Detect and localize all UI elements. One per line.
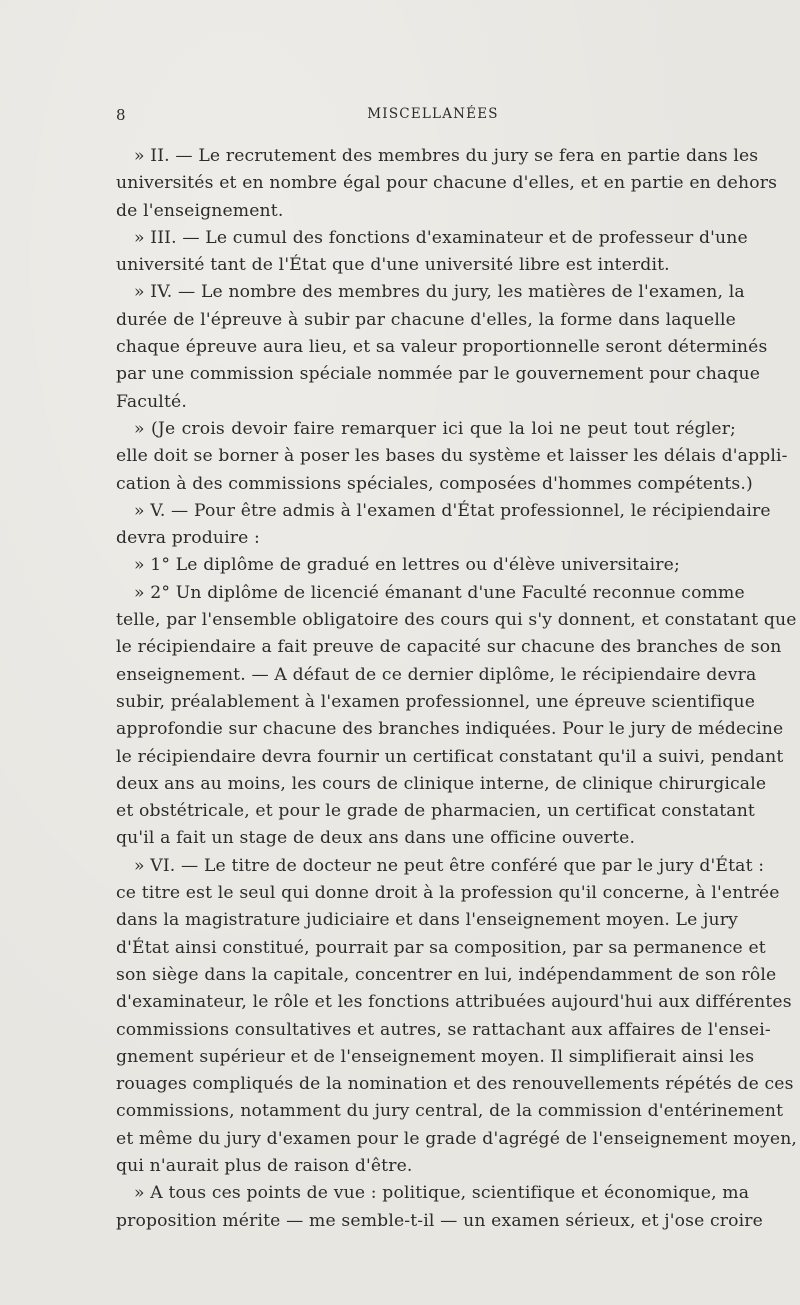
text-line: et obstétricale, et pour le grade de pharmacien, un certificat constatant xyxy=(116,801,755,822)
text-line: elle doit se borner à poser les bases du système et laisser les délais d'appli- xyxy=(116,446,788,467)
text-line: universités et en nombre égal pour chacune d'elles, et en partie en dehors xyxy=(116,173,778,194)
paragraph-conclusion xyxy=(116,1180,763,1235)
text-line: le récipiendaire devra fournir un certificat constatant qu'il a suivi, pendant xyxy=(116,746,784,767)
text-line: d'État ainsi constitué, pourrait par sa composition, par sa permanence et xyxy=(116,937,766,958)
text-line: et même du jury d'examen pour le grade d'agrégé de l'enseignement moyen, xyxy=(116,1128,798,1149)
text-line: de l'enseignement. xyxy=(116,200,284,221)
text-line: subir, préalablement à l'examen professionnel, une épreuve scientifique xyxy=(116,691,756,712)
text-line: qui n'aurait plus de raison d'être. xyxy=(116,1155,413,1176)
text-line: qu'il a fait un stage de deux ans dans une officine ouverte. xyxy=(116,828,636,849)
text-line: » A tous ces points de vue : politique, scientifique et économique, ma xyxy=(134,1183,750,1204)
text-line: devra produire : xyxy=(116,528,260,549)
text-line: Faculté. xyxy=(116,391,187,412)
paragraph-item-1 xyxy=(116,552,736,579)
paragraph-article-4 xyxy=(116,279,768,415)
text-line: enseignement. — A défaut de ce dernier diplôme, le récipiendaire devra xyxy=(116,664,757,685)
page-number: 8 xyxy=(116,106,127,124)
text-line: d'examinateur, le rôle et les fonctions attribuées aujourd'hui aux différentes xyxy=(116,992,792,1013)
text-line: ce titre est le seul qui donne droit à la profession qu'il concerne, à l'entrée xyxy=(116,883,780,904)
text-line: cation à des commissions spéciales, composées d'hommes compétents.) xyxy=(116,473,753,494)
running-title: MISCELLANÉES xyxy=(367,106,499,122)
text-line: deux ans au moins, les cours de clinique interne, de clinique chirurgicale xyxy=(116,773,767,794)
text-line: commissions consultatives et autres, se rattachant aux affaires de l'ensei- xyxy=(116,1019,771,1040)
text-line: dans la magistrature judiciaire et dans l'enseignement moyen. Le jury xyxy=(116,910,738,931)
text-line: gnement supérieur et de l'enseignement moyen. Il simplifierait ainsi les xyxy=(116,1046,755,1067)
running-header xyxy=(116,106,736,128)
paragraph-article-5 xyxy=(116,498,771,553)
text-line: son siège dans la capitale, concentrer en lui, indépendamment de son rôle xyxy=(116,964,777,985)
text-line: » 1° Le diplôme de gradué en lettres ou d'élève universitaire; xyxy=(134,555,680,576)
text-line: » III. — Le cumul des fonctions d'examinateur et de professeur d'une xyxy=(134,227,748,248)
text-line: université tant de l'État que d'une université libre est interdit. xyxy=(116,255,670,276)
paragraph-remark xyxy=(116,416,788,498)
text-line: » IV. — Le nombre des membres du jury, les matières de l'examen, la xyxy=(134,282,745,303)
paragraph-article-3 xyxy=(116,225,748,280)
text-line: le récipiendaire a fait preuve de capacité sur chacune des branches de son xyxy=(116,637,782,658)
text-line: » V. — Pour être admis à l'examen d'État professionnel, le récipiendaire xyxy=(134,500,771,521)
text-line: » II. — Le recrutement des membres du jury se fera en partie dans les xyxy=(134,146,759,166)
text-line: proposition mérite — me semble-t-il — un examen sérieux, et j'ose croire xyxy=(116,1210,763,1231)
paragraph-article-6 xyxy=(116,853,798,1181)
text-line: approfondie sur chacune des branches indiquées. Pour le jury de médecine xyxy=(116,719,784,740)
text-line: telle, par l'ensemble obligatoire des cours qui s'y donnent, et constatant que xyxy=(116,610,797,631)
paragraph-article-2 xyxy=(116,143,778,225)
text-line: durée de l'épreuve à subir par chacune d'elles, la forme dans laquelle xyxy=(116,309,736,330)
text-line: » (Je crois devoir faire remarquer ici que la loi ne peut tout régler; xyxy=(134,418,736,439)
text-line: par une commission spéciale nommée par le gouvernement pour chaque xyxy=(116,364,761,385)
text-line: » VI. — Le titre de docteur ne peut être conféré que par le jury d'État : xyxy=(134,855,765,876)
text-line: commissions, notamment du jury central, de la commission d'entérinement xyxy=(116,1101,784,1122)
text-line: chaque épreuve aura lieu, et sa valeur proportionnelle seront déterminés xyxy=(116,337,768,358)
text-line: » 2° Un diplôme de licencié émanant d'une Faculté reconnue comme xyxy=(134,582,745,603)
body-text xyxy=(116,143,798,1235)
text-line: rouages compliqués de la nomination et des renouvellements répétés de ces xyxy=(116,1074,794,1095)
paragraph-item-2 xyxy=(116,580,797,853)
